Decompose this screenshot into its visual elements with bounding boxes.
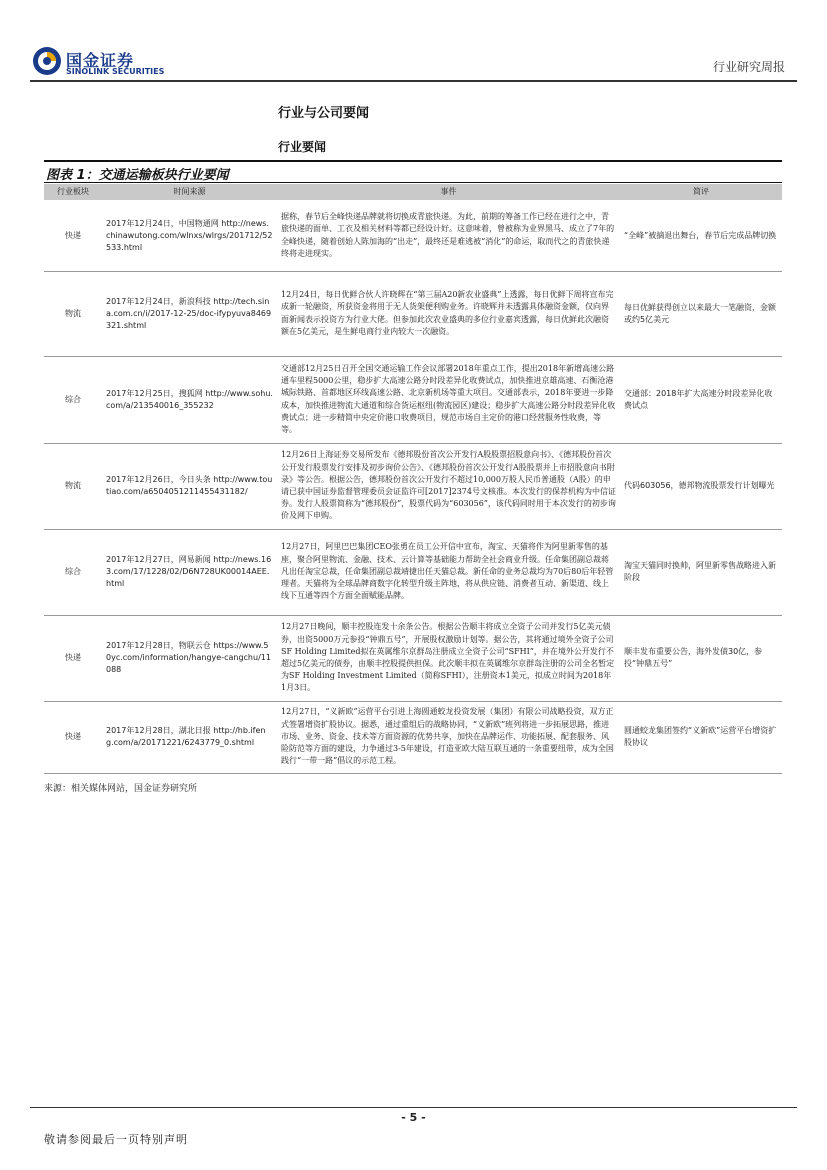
table-row	[44, 529, 782, 615]
section-title: 行业与公司要闻	[278, 106, 370, 121]
footer-divider	[30, 1107, 797, 1108]
table-row	[44, 356, 782, 443]
figure-title: 图表 1：交通运输板块行业要闻	[46, 168, 229, 183]
sector-cell: 快递	[44, 701, 102, 773]
sector-cell: 物流	[44, 271, 102, 356]
company-logo	[32, 46, 165, 78]
source-cell: 2017年12月28日，湖北日报 http://hb.ifeng.com/a/20171221/6243779_0.shtml	[102, 701, 277, 773]
column-header-comment: 简评	[620, 184, 782, 200]
source-cell: 2017年12月26日，今日头条 http://www.toutiao.com/a6504051211455431182/	[102, 443, 277, 529]
table-row	[44, 200, 782, 271]
page-header	[0, 0, 827, 82]
logo-chinese-name: 国金证券	[66, 51, 135, 70]
comment-cell: “全峰”被摘退出舞台，春节后完成品牌切换	[620, 200, 782, 271]
comment-cell: 代码603056，德邦物流股票发行计划曝光	[620, 443, 782, 529]
source-cell: 2017年12月25日，搜狐网 http://www.sohu.com/a/213540016_355232	[102, 356, 277, 443]
event-cell: 据称，春节后全峰快递品牌就将切换成青旅快递。为此，前期的筹备工作已经在进行之中，青旅快递的面单、工衣及相关材料等都已经设计好。这意味着，曾被称为业界黑马、成立了7年的全峰快递，随着创始人陈加海的“出走”，最终还是难逃被“消化”的命运，取而代之的青旅快递终将走进现实。	[277, 200, 620, 271]
industry-news-table	[44, 184, 782, 774]
column-header-sector: 行业板块	[44, 184, 102, 200]
report-type-label: 行业研究周报	[712, 60, 785, 74]
comment-cell: 每日优鲜获得创立以来最大一笔融资，金额或约5亿美元	[620, 271, 782, 356]
sinolink-logo-icon	[32, 46, 62, 76]
event-cell: 12月27日，阿里巴巴集团CEO张勇在员工公开信中宣布，淘宝、天猫将作为阿里新零售的基座，聚合阿里物流、金融、技术、云计算等基础能力帮助全社会商业升级。任命集团副总裁蒋凡出任淘宝总裁，任命集团副总裁靖捷出任天猫总裁。新任命的业务总裁均为70后80后年轻管理者。天猫将为全球品牌商数字化转型升级主阵地，将从供应链、消费者互动、新渠道、线上线下互通等四个方面全面赋能品牌。	[277, 529, 620, 615]
table-source-note: 来源：相关媒体网站，国金证券研究所	[44, 784, 198, 794]
table-header-row	[44, 184, 782, 200]
column-header-source: 时间来源	[102, 184, 277, 200]
source-cell: 2017年12月28日，物联云仓 https://www.50yc.com/information/hangye-cangchu/11088	[102, 615, 277, 701]
sector-cell: 快递	[44, 615, 102, 701]
event-cell: 12月24日，每日优鲜合伙人许晓辉在“第三届A20新农业盛典”上透露，每日优鲜下周将宣布完成新一轮融资，所获资金将用于无人货架便利购业务。许晓辉并未透露具体融资金额，仅向界面新闻表示投资方为行业大佬。但参加此次农业盛典的多位行业嘉宾透露，每日优鲜此次融资额在5亿美元，是生鲜电商行业内较大一次融资。	[277, 271, 620, 356]
column-header-event: 事件	[277, 184, 620, 200]
event-cell: 12月27日晚间，顺丰控股连发十余条公告。根据公告顺丰将成立全资子公司并发行5亿美元债券，出资5000万元参投“钟鼎五号”，开展股权激励计划等。据公告，其将通过境外全资子公司SF Holding Limited拟在英属维尔京群岛注册成立全资子公司“SFHI”，并在境外公开发行不超过5亿美元的债券，由顺丰控股提供担保。此次顺丰拟在英属维尔京群岛注册的公司全名暂定为SF Holding Investment Limited（简称SFHI），注册资本1美元，拟成立时间为2018年1月3日。	[277, 615, 620, 701]
comment-cell: 淘宝天猫同时换帅，阿里新零售战略进入新阶段	[620, 529, 782, 615]
page-number: - 5 -	[401, 1111, 426, 1124]
source-cell: 2017年12月27日，网易新闻 http://news.163.com/17/1228/02/D6N728UK00014AEE.html	[102, 529, 277, 615]
comment-cell: 圆通蛟龙集团签约“义新欧”运营平台增资扩股协议	[620, 701, 782, 773]
sector-cell: 物流	[44, 443, 102, 529]
comment-cell: 交通部：2018年扩大高速分时段差异化收费试点	[620, 356, 782, 443]
sector-cell: 快递	[44, 200, 102, 271]
comment-cell: 顺丰发布重要公告，海外发债30亿，参投“钟鼎五号”	[620, 615, 782, 701]
table-row	[44, 443, 782, 529]
source-cell: 2017年12月24日，中国物通网 http://news.chinawutong.com/wlnxs/wlrgs/201712/52533.html	[102, 200, 277, 271]
disclaimer-note: 敬请参阅最后一页特别声明	[44, 1133, 188, 1146]
source-cell: 2017年12月24日，新浪科技 http://tech.sina.com.cn/i/2017-12-25/doc-ifypyuva8469321.shtml	[102, 271, 277, 356]
table-row	[44, 615, 782, 701]
sub-section-title: 行业要闻	[278, 140, 327, 154]
table-row	[44, 271, 782, 356]
logo-english-name: SINOLINK SECURITIES	[66, 67, 165, 76]
figure-title-bar	[44, 160, 782, 183]
event-cell: 交通部12月25日召开全国交通运输工作会议部署2018年重点工作，提出2018年新增高速公路通车里程5000公里，稳步扩大高速公路分时段差异化收费试点，加快推进京雄高速、石衡沧港城际铁路、首都地区环线高速公路、北京新机场等重大项目。交通部表示，2018年要进一步降成本，加快推进物流大通道和综合货运枢纽(物流园区)建设；稳步扩大高速公路分时段差异化收费试点；进一步精简中央定价港口收费项目，规范市场自主定价的港口经营服务性收费，等等。	[277, 356, 620, 443]
event-cell: 12月26日上海证券交易所发布《德邦股份首次公开发行A股股票招股意向书》、《德邦股份首次公开发行股票发行安排及初步询价公告》、《德邦股份首次公开发行A股股票并上市招股意向书附录》等公告。根据公告，德邦股份首次公开发行不超过10,000万股人民币普通股（A股）的申请已获中国证券监督管理委员会证监许可[2017]2374号文核准。本次发行的保荐机构为中信证券。发行人股票简称为“德邦股份”，股票代码为“603056”，该代码同时用于本次发行的初步询价及网下申购。	[277, 443, 620, 529]
header-divider	[30, 80, 797, 82]
table-row	[44, 701, 782, 773]
sector-cell: 综合	[44, 356, 102, 443]
sector-cell: 综合	[44, 529, 102, 615]
event-cell: 12月27日，“义新欧”运营平台引进上海圆通蛟龙投资发展（集团）有限公司战略投资，双方正式签署增资扩股协议。据悉，通过重组后的战略协同，“义新欧”班列将进一步拓展思路，推进市场、业务、资金、技术等方面资源的优势共享，加快在品牌运作、功能拓展、配套服务、风险防范等方面的建设，力争通过3-5年建设，打造亚欧大陆互联互通的一条重要纽带，成为全国践行“一带一路”倡议的示范工程。	[277, 701, 620, 773]
